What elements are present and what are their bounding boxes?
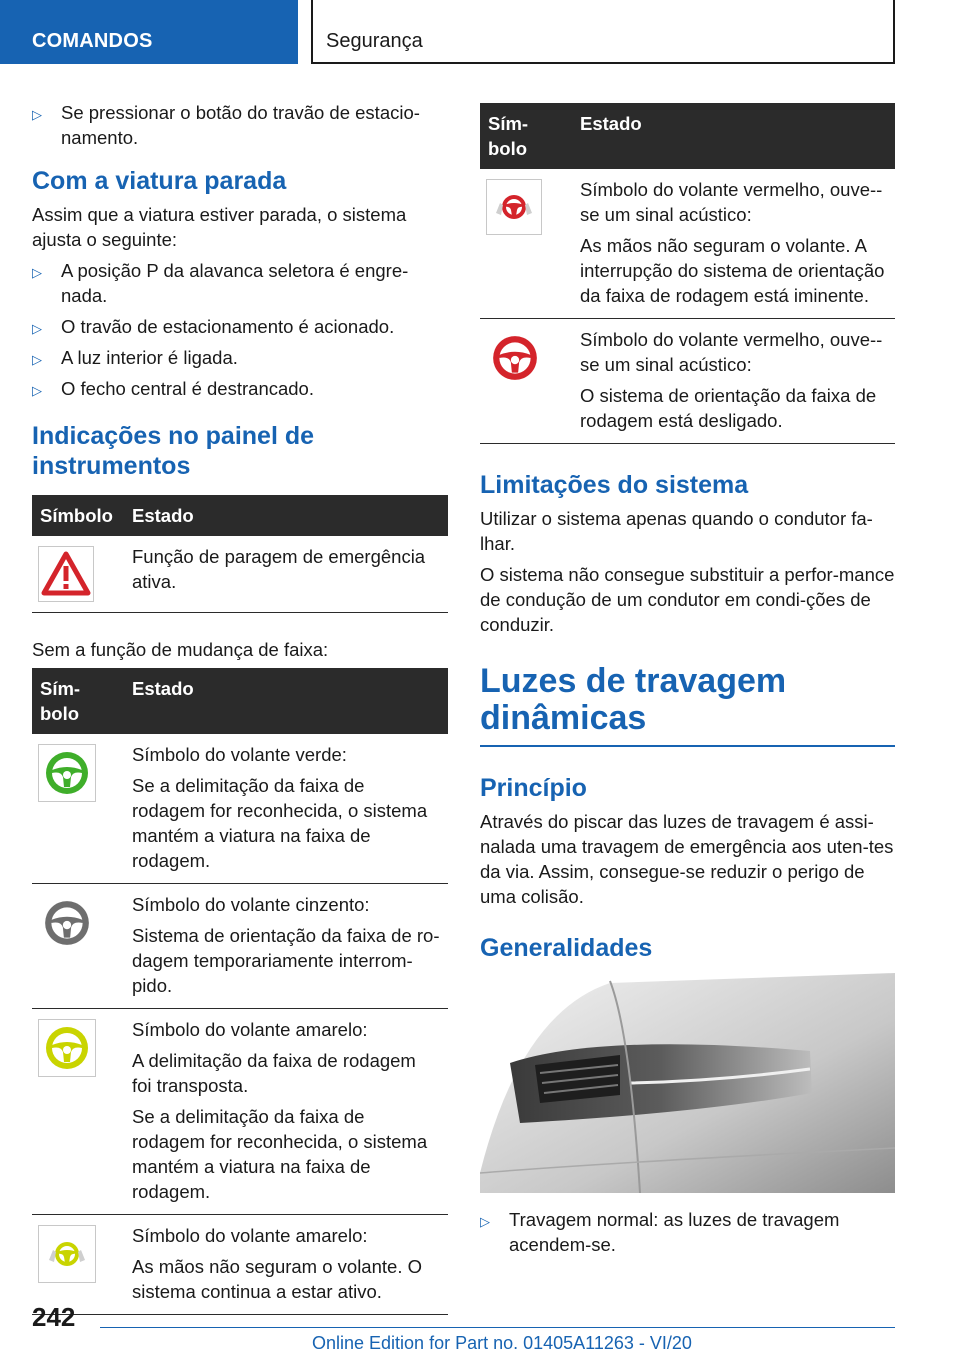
- column-header-state: Estado: [572, 103, 895, 169]
- heading-indicacoes: Indicações no painel de instrumentos: [32, 422, 315, 480]
- table-row: [32, 884, 448, 1009]
- tail-light-image: [480, 973, 895, 1193]
- state-text: Símbolo do volante amarelo:: [132, 1019, 368, 1040]
- bullets-generalidades: [480, 1207, 895, 1257]
- list-item-text: A posição P da alavanca seletora é engre-nada.: [61, 260, 409, 306]
- symbol-cell: [32, 536, 124, 613]
- symbol-cell: [480, 319, 572, 444]
- table-row: [32, 1009, 448, 1215]
- paragraph-limitacoes-2: O sistema não consegue substituir a perfor-mance de condução de um condutor em condi-ções de conduzir.: [480, 564, 895, 635]
- state-text: As mãos não seguram o volante. O sistema continua a estar ativo.: [132, 1256, 422, 1302]
- state-cell: [124, 1009, 448, 1215]
- state-cell: [124, 536, 448, 613]
- paragraph-parada: Assim que a viatura estiver parada, o sistema ajusta o seguinte:: [32, 204, 407, 250]
- table-row: [32, 536, 448, 613]
- list-item: [32, 376, 448, 401]
- heading-generalidades: Generalidades: [480, 934, 653, 962]
- paragraph-limitacoes-1: Utilizar o sistema apenas quando o condutor fa-lhar.: [480, 508, 873, 554]
- steering-wheel-grey-icon: [38, 894, 96, 952]
- heading-principio: Princípio: [480, 774, 587, 802]
- steering-wheel-red-icon: [486, 329, 544, 387]
- steering-wheel-yellow-icon: [38, 1019, 96, 1077]
- list-item-text: A luz interior é ligada.: [61, 347, 238, 368]
- symbol-cell: [32, 1009, 124, 1215]
- state-text: Se a delimitação da faixa de rodagem for reconhecida, o sistema mantém a viatura na faixa de rodagem.: [132, 1106, 428, 1202]
- column-header-symbol: Sím-bolo: [480, 103, 572, 169]
- table-lane-keeping-red: [480, 103, 895, 444]
- paragraph-principio: Através do piscar das luzes de travagem é assi-nalada uma travagem de emergência aos uten-tes da via. Assim, consegue-se reduzir o perigo de uma colisão.: [480, 811, 894, 907]
- state-text: Símbolo do volante vermelho, ouve--se um sinal acústico:: [580, 179, 883, 225]
- heading-luzes-de-travagem: Luzes de travagem dinâmicas: [480, 663, 895, 747]
- column-header-symbol: Sím-bolo: [32, 668, 124, 734]
- left-column: [32, 100, 448, 1315]
- table-row: [32, 734, 448, 884]
- state-text: A delimitação da faixa de rodagem foi transposta.: [132, 1050, 416, 1096]
- state-cell: [124, 734, 448, 884]
- page-title: Segurança: [311, 0, 895, 64]
- list-item-text: O fecho central é destrancado.: [61, 378, 314, 399]
- state-cell: [572, 319, 895, 444]
- list-item: [32, 258, 448, 308]
- list-item: [480, 1207, 895, 1257]
- intro-bullet-list: [32, 100, 448, 150]
- triangle-bullet-icon: ▷: [32, 265, 42, 280]
- list-item-text: Se pressionar o botão do travão de estacio-namento.: [61, 102, 420, 148]
- triangle-bullet-icon: ▷: [32, 321, 42, 336]
- table-emergency-stop: [32, 495, 448, 613]
- list-item: [32, 314, 448, 339]
- warning-triangle-icon: [38, 546, 94, 602]
- state-text: Função de paragem de emergência ativa.: [132, 546, 426, 592]
- column-header-state: Estado: [124, 495, 448, 536]
- footer-edition: Online Edition for Part no. 01405A11263 - VI/20: [312, 1333, 692, 1353]
- state-text: Sistema de orientação da faixa de ro-dagem temporariamente interrom-pido.: [132, 925, 440, 996]
- right-column: [480, 100, 895, 1263]
- state-cell: [124, 884, 448, 1009]
- state-cell: [124, 1215, 448, 1315]
- bullets-parada: [32, 258, 448, 401]
- steering-wheel-green-icon: [38, 744, 96, 802]
- heading-com-a-viatura-parada: Com a viatura parada: [32, 167, 287, 195]
- paragraph-sem-funcao: Sem a função de mudança de faixa:: [32, 639, 329, 660]
- steering-wheel-red-hands-icon: [486, 179, 542, 235]
- symbol-cell: [32, 734, 124, 884]
- triangle-bullet-icon: ▷: [32, 383, 42, 398]
- state-text: Símbolo do volante amarelo:: [132, 1225, 368, 1246]
- state-text: Símbolo do volante verde:: [132, 744, 347, 765]
- steering-wheel-yellow-hands-icon: [38, 1225, 96, 1283]
- table-row: [480, 169, 895, 319]
- list-item: [32, 345, 448, 370]
- table-row: [32, 1215, 448, 1315]
- state-text: O sistema de orientação da faixa de rodagem está desligado.: [580, 385, 877, 431]
- state-text: Símbolo do volante cinzento:: [132, 894, 370, 915]
- table-row: [480, 319, 895, 444]
- column-header-state: Estado: [124, 668, 448, 734]
- state-text: Se a delimitação da faixa de rodagem for reconhecida, o sistema mantém a viatura na faixa de rodagem.: [132, 775, 428, 871]
- state-text: As mãos não seguram o volante. A interrupção do sistema de orientação da faixa de rodagem está iminente.: [580, 235, 885, 306]
- symbol-cell: [32, 884, 124, 1009]
- page-number: 242: [32, 1302, 76, 1332]
- list-item: [32, 100, 448, 150]
- state-cell: [572, 169, 895, 319]
- table-lane-keeping: [32, 668, 448, 1315]
- column-header-symbol: Símbolo: [32, 495, 124, 536]
- triangle-bullet-icon: ▷: [480, 1214, 490, 1229]
- symbol-cell: [32, 1215, 124, 1315]
- footer-divider: [100, 1327, 895, 1328]
- triangle-bullet-icon: ▷: [32, 352, 42, 367]
- triangle-bullet-icon: ▷: [32, 107, 42, 122]
- state-text: Símbolo do volante vermelho, ouve--se um sinal acústico:: [580, 329, 883, 375]
- symbol-cell: [480, 169, 572, 319]
- heading-limitacoes: Limitações do sistema: [480, 471, 749, 499]
- list-item-text: Travagem normal: as luzes de travagem acendem-se.: [509, 1209, 840, 1255]
- list-item-text: O travão de estacionamento é acionado.: [61, 316, 395, 337]
- section-tab: COMANDOS: [0, 0, 298, 64]
